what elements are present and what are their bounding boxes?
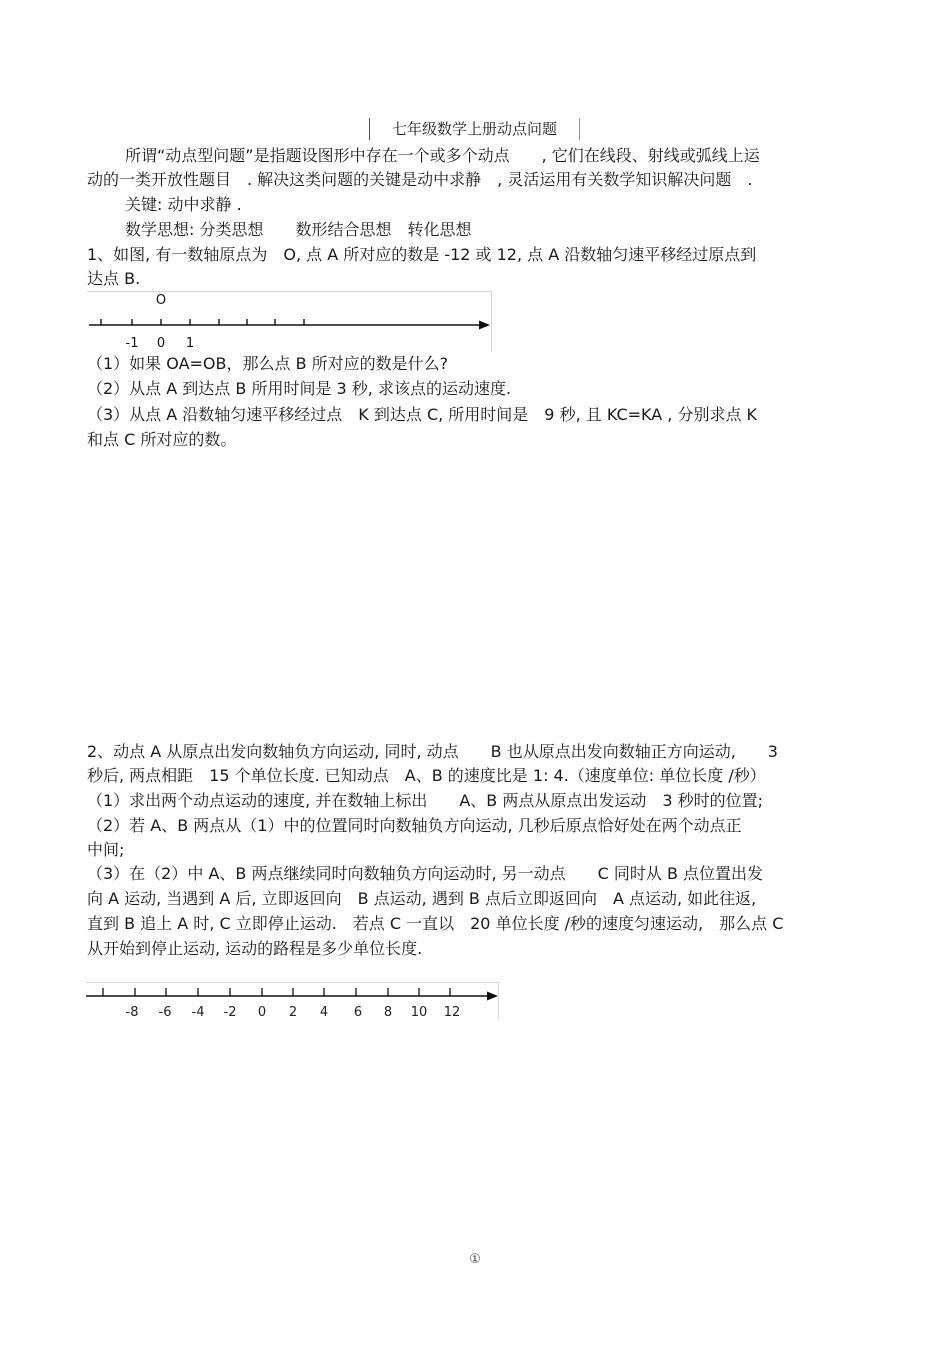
intro-line-2: 动的一类开放性题目 . 解决这类问题的关键是动中求静 , 灵活运用有关数学知识解决问题 .	[87, 170, 753, 189]
tick-label: 2	[288, 1005, 298, 1019]
problem1-number-line-figure	[87, 291, 492, 352]
problem2-question-3-line-3: 直到 B 追上 A 时, C 立即停止运动. 若点 C 一直以 20 单位长度 /秒的速度匀速运动, 那么点 C	[87, 914, 784, 933]
tick-label: -2	[223, 1005, 237, 1019]
problem2-question-3-line-1: （3）在（2）中 A、B 两点继续同时向数轴负方向运动时, 另一动点 C 同时从 B 点位置出发	[87, 864, 764, 883]
tick-label: -8	[125, 1005, 139, 1019]
problem1-question-3-line-2: 和点 C 所对应的数。	[87, 430, 237, 449]
intro-key: 关键: 动中求静 .	[125, 195, 242, 214]
problem2-question-1: （1）求出两个动点运动的速度, 并在数轴上标出 A、B 两点从原点出发运动 3 秒时的位置;	[87, 791, 764, 810]
tick-label: 0	[257, 1005, 267, 1019]
origin-label: O	[155, 293, 167, 308]
number-line-arrow	[487, 992, 498, 1001]
problem1-stem-line-2: 达点 B.	[87, 269, 141, 288]
problem2-stem-line-2: 秒后, 两点相距 15 个单位长度. 已知动点 A、B 的速度比是 1: 4.（速度单位: 单位长度 /秒）	[87, 766, 766, 785]
problem2-stem-line-1: 2、动点 A 从原点出发向数轴负方向运动, 同时, 动点 B 也从原点出发向数轴正方向运动, 3	[87, 742, 778, 761]
tick-label: 8	[383, 1005, 393, 1019]
tick-label: -1	[125, 336, 139, 351]
problem1-stem-line-1: 1、如图, 有一数轴原点为 O, 点 A 所对应的数是 -12 或 12, 点 A 沿数轴匀速平移经过原点到	[87, 245, 757, 264]
problem1-question-1: （1）如果 OA=OB，那么点 B 所对应的数是什么?	[87, 354, 449, 373]
tick-label: 4	[319, 1005, 329, 1019]
tick-label: -6	[158, 1005, 172, 1019]
problem1-question-2: （2）从点 A 到达点 B 所用时间是 3 秒, 求该点的运动速度.	[87, 379, 512, 398]
problem2-question-3-line-2: 向 A 运动, 当遇到 A 后, 立即返回向 B 点运动, 遇到 B 点后立即返回向 A 点运动, 如此往返,	[87, 889, 757, 908]
problem1-question-3-line-1: （3）从点 A 沿数轴匀速平移经过点 K 到达点 C, 所用时间是 9 秒, 且 KC=KA , 分别求点 K	[87, 405, 758, 424]
problem2-question-2-line-2: 中间;	[87, 840, 125, 859]
number-line-arrow	[479, 321, 490, 330]
tick-label: 12	[443, 1005, 461, 1019]
problem2-number-line-figure	[86, 982, 499, 1019]
tick-label: 1	[185, 336, 195, 351]
intro-line-1: 所谓“动点型问题”是指题设图形中存在一个或多个动点 , 它们在线段、射线或弧线上运	[125, 146, 760, 165]
tick-label: 0	[156, 336, 166, 351]
intro-thinking: 数学思想: 分类思想 数形结合思想 转化思想	[125, 220, 472, 239]
page-title: 七年级数学上册动点问题	[369, 118, 580, 140]
tick-label: 6	[353, 1005, 363, 1019]
problem1-number-line-svg	[87, 292, 491, 352]
page-number: ①	[469, 1252, 481, 1267]
problem2-question-2-line-1: （2）若 A、B 两点从（1）中的位置同时向数轴负方向运动, 几秒后原点恰好处在两个动点正	[87, 816, 742, 835]
problem2-question-3-line-4: 从开始到停止运动, 运动的路程是多少单位长度.	[87, 939, 423, 958]
problem2-number-line-svg	[86, 983, 498, 1019]
tick-label: 10	[410, 1005, 428, 1019]
tick-label: -4	[191, 1005, 205, 1019]
